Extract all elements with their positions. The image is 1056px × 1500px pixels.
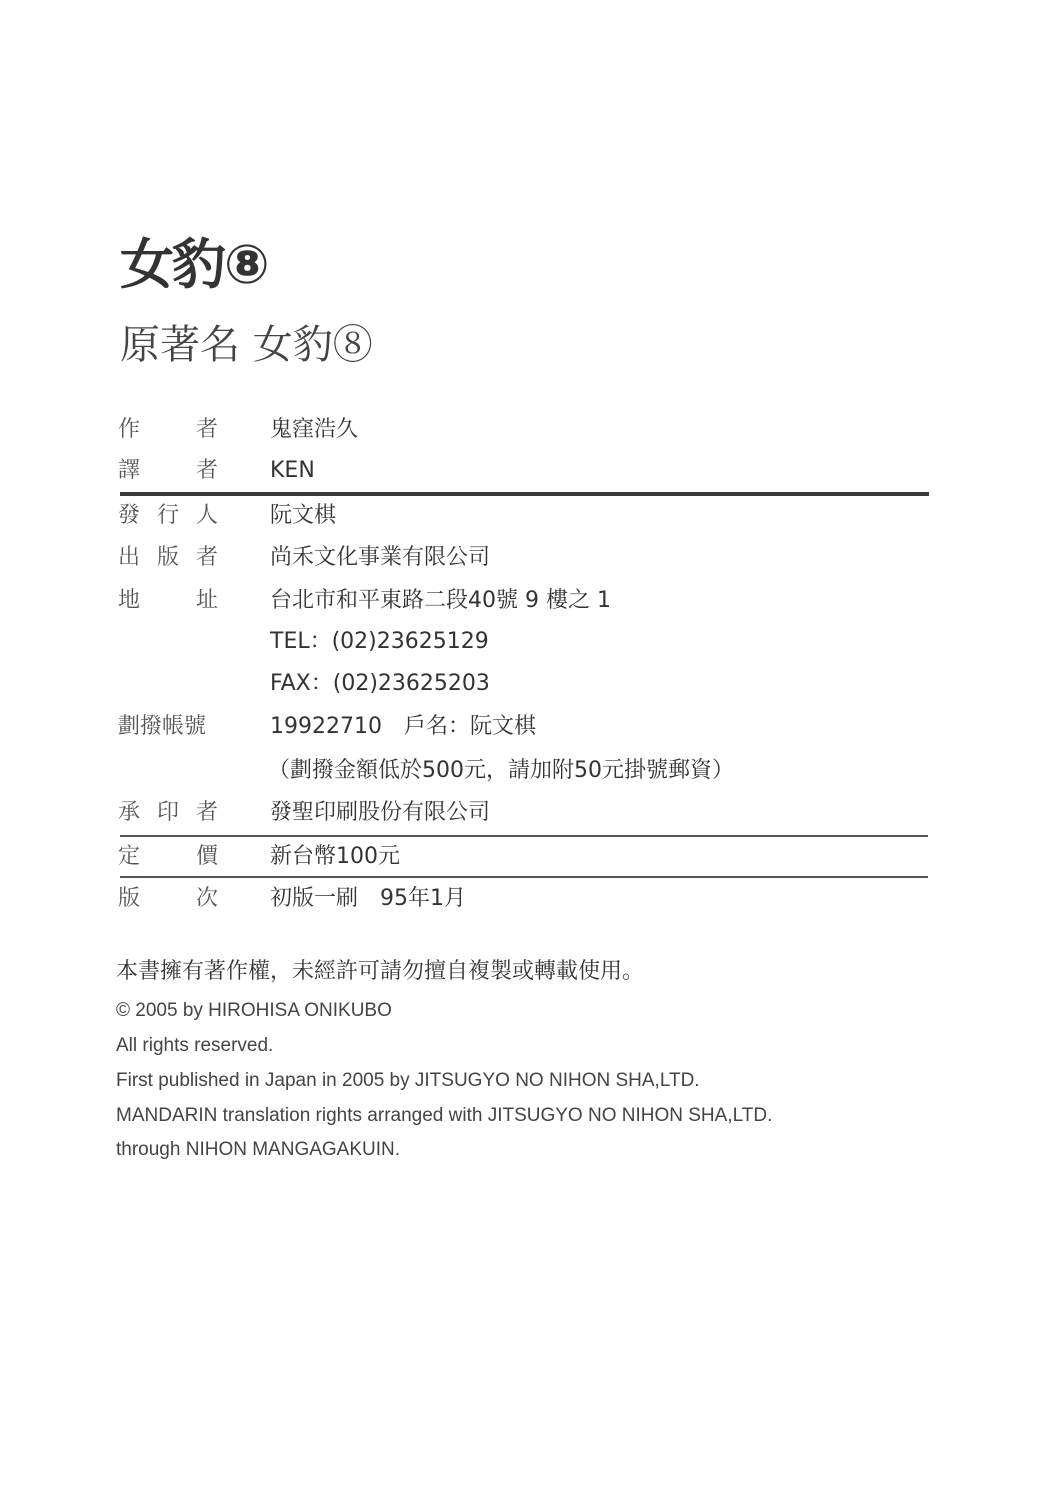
thin-divider: [120, 835, 928, 837]
publisher-label: 出 版 者: [118, 545, 218, 570]
address-label: 地 址: [118, 588, 218, 613]
price-value: 新台幣100元: [270, 844, 400, 869]
original-title: 女豹⑧: [252, 322, 373, 368]
edition-label: 版 次: [118, 886, 218, 911]
original-title-line: [120, 322, 373, 368]
address-value: 台北市和平東路二段40號 9 樓之 1: [270, 588, 611, 613]
fax-value: FAX：(02)23625203: [270, 671, 490, 696]
author-value: 鬼窪浩久: [270, 417, 359, 442]
printer-value: 發聖印刷股份有限公司: [270, 800, 491, 825]
postal-account-label: 劃撥帳號: [118, 714, 207, 739]
thick-divider: [120, 492, 929, 496]
price-label: 定 價: [118, 844, 218, 869]
copyright-notice-zh: 本書擁有著作權，未經許可請勿擅自複製或轉載使用。: [116, 959, 645, 984]
translator-label: 譯 者: [118, 458, 218, 483]
copyright-line: © 2005 by HIROHISA ONIKUBO: [116, 1000, 392, 1021]
first-published: First published in Japan in 2005 by JITSUGYO NO NIHON SHA,LTD.: [116, 1070, 700, 1091]
translation-rights: MANDARIN translation rights arranged with JITSUGYO NO NIHON SHA,LTD.: [116, 1105, 773, 1126]
original-title-label: 原著名: [120, 322, 240, 368]
thin-divider: [120, 876, 928, 878]
edition-value: 初版一刷 95年1月: [270, 886, 466, 911]
translator-value: KEN: [270, 458, 315, 483]
issuer-value: 阮文棋: [270, 503, 337, 528]
publisher-value: 尚禾文化事業有限公司: [270, 545, 491, 570]
agency-line: through NIHON MANGAGAKUIN.: [116, 1139, 401, 1160]
postal-account-value: 19922710 戶名：阮文棋: [270, 714, 536, 739]
postal-note: （劃撥金額低於500元，請加附50元掛號郵資）: [268, 758, 734, 783]
tel-value: TEL：(02)23625129: [270, 629, 489, 654]
book-title: 女豹⑧: [120, 233, 268, 296]
printer-label: 承 印 者: [118, 800, 218, 825]
issuer-label: 發 行 人: [118, 503, 218, 528]
rights-reserved: All rights reserved.: [116, 1035, 274, 1056]
author-label: 作 者: [118, 417, 218, 442]
